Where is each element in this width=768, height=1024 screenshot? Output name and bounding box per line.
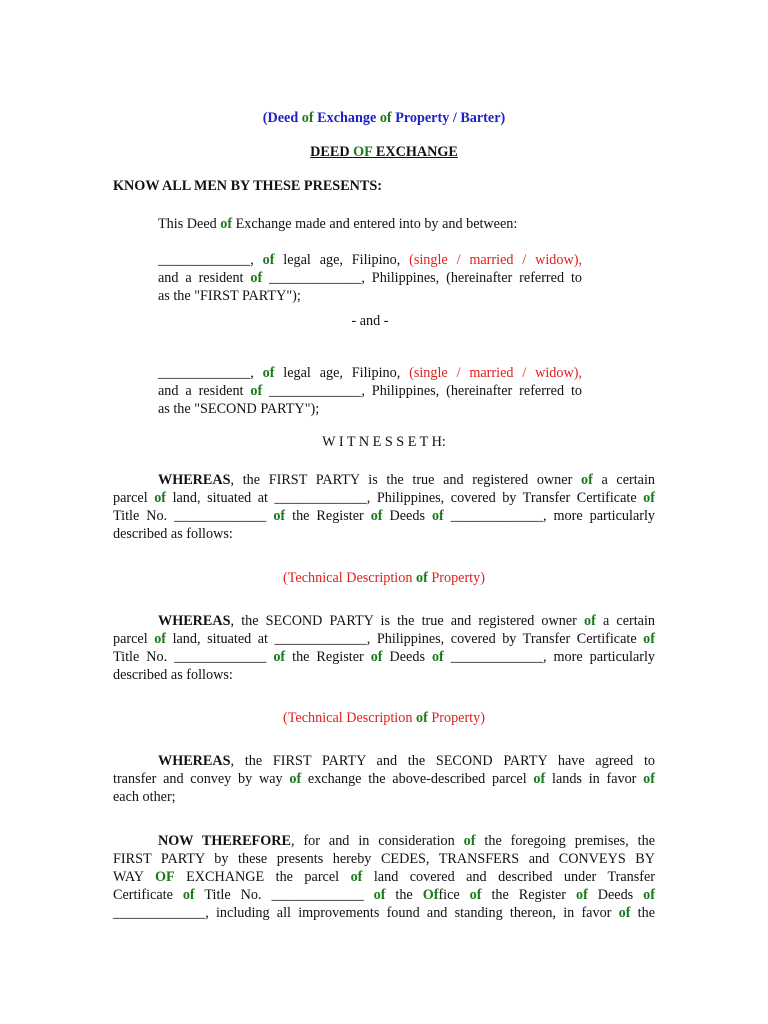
- whereas-second-party: WHEREAS, the SECOND PARTY is the true and registered owner of a certain parcel of land, situated at _____________, Philippines, covered by Transfer Certificate of Title No. _____________ of the Register of Deeds of _____________, more particularly described as follows:: [113, 613, 656, 683]
- technical-description-1: (Technical Description of Property): [283, 570, 485, 586]
- witnesseth-heading: W I T N E S S E T H:: [322, 434, 446, 450]
- document-subtitle: (Deed of Exchange of Property / Barter): [262, 110, 506, 126]
- whereas-agreement: WHEREAS, the FIRST PARTY and the SECOND PARTY have agreed to transfer and convey by way of exchange the above-described parcel of lands in favor of each other;: [113, 753, 655, 805]
- document-title: DEED OF EXCHANGE: [310, 144, 458, 160]
- first-party-block: _____________, of legal age, Filipino, (single / married / widow), and a resident of _____________, Philippines, (hereinafter referred to as the "FIRST PARTY");: [158, 252, 582, 304]
- now-therefore-clause: NOW THEREFORE, for and in consideration of the foregoing premises, the FIRST PARTY by these presents hereby CEDES, TRANSFERS and CONVEYS BY WAY OF EXCHANGE the parcel of land covered and described under Transfer Certificate of Title No. _____________ of the Office of the Register of Deeds of _____________, including all improvements found and standing thereon, in favor of the: [113, 833, 655, 921]
- and-separator: - and -: [351, 313, 389, 329]
- technical-description-2: (Technical Description of Property): [283, 710, 485, 726]
- whereas-first-party: WHEREAS, the FIRST PARTY is the true and registered owner of a certain parcel of land, situated at _____________, Philippines, covered by Transfer Certificate of Title No. _____________ of the Register of Deeds of _____________, more particularly described as follows:: [113, 472, 656, 542]
- know-all-heading: KNOW ALL MEN BY THESE PRESENTS:: [113, 178, 382, 194]
- intro-line: This Deed of Exchange made and entered into by and between:: [158, 216, 518, 232]
- second-party-block: _____________, of legal age, Filipino, (single / married / widow), and a resident of _____________, Philippines, (hereinafter referred to as the "SECOND PARTY");: [158, 365, 582, 417]
